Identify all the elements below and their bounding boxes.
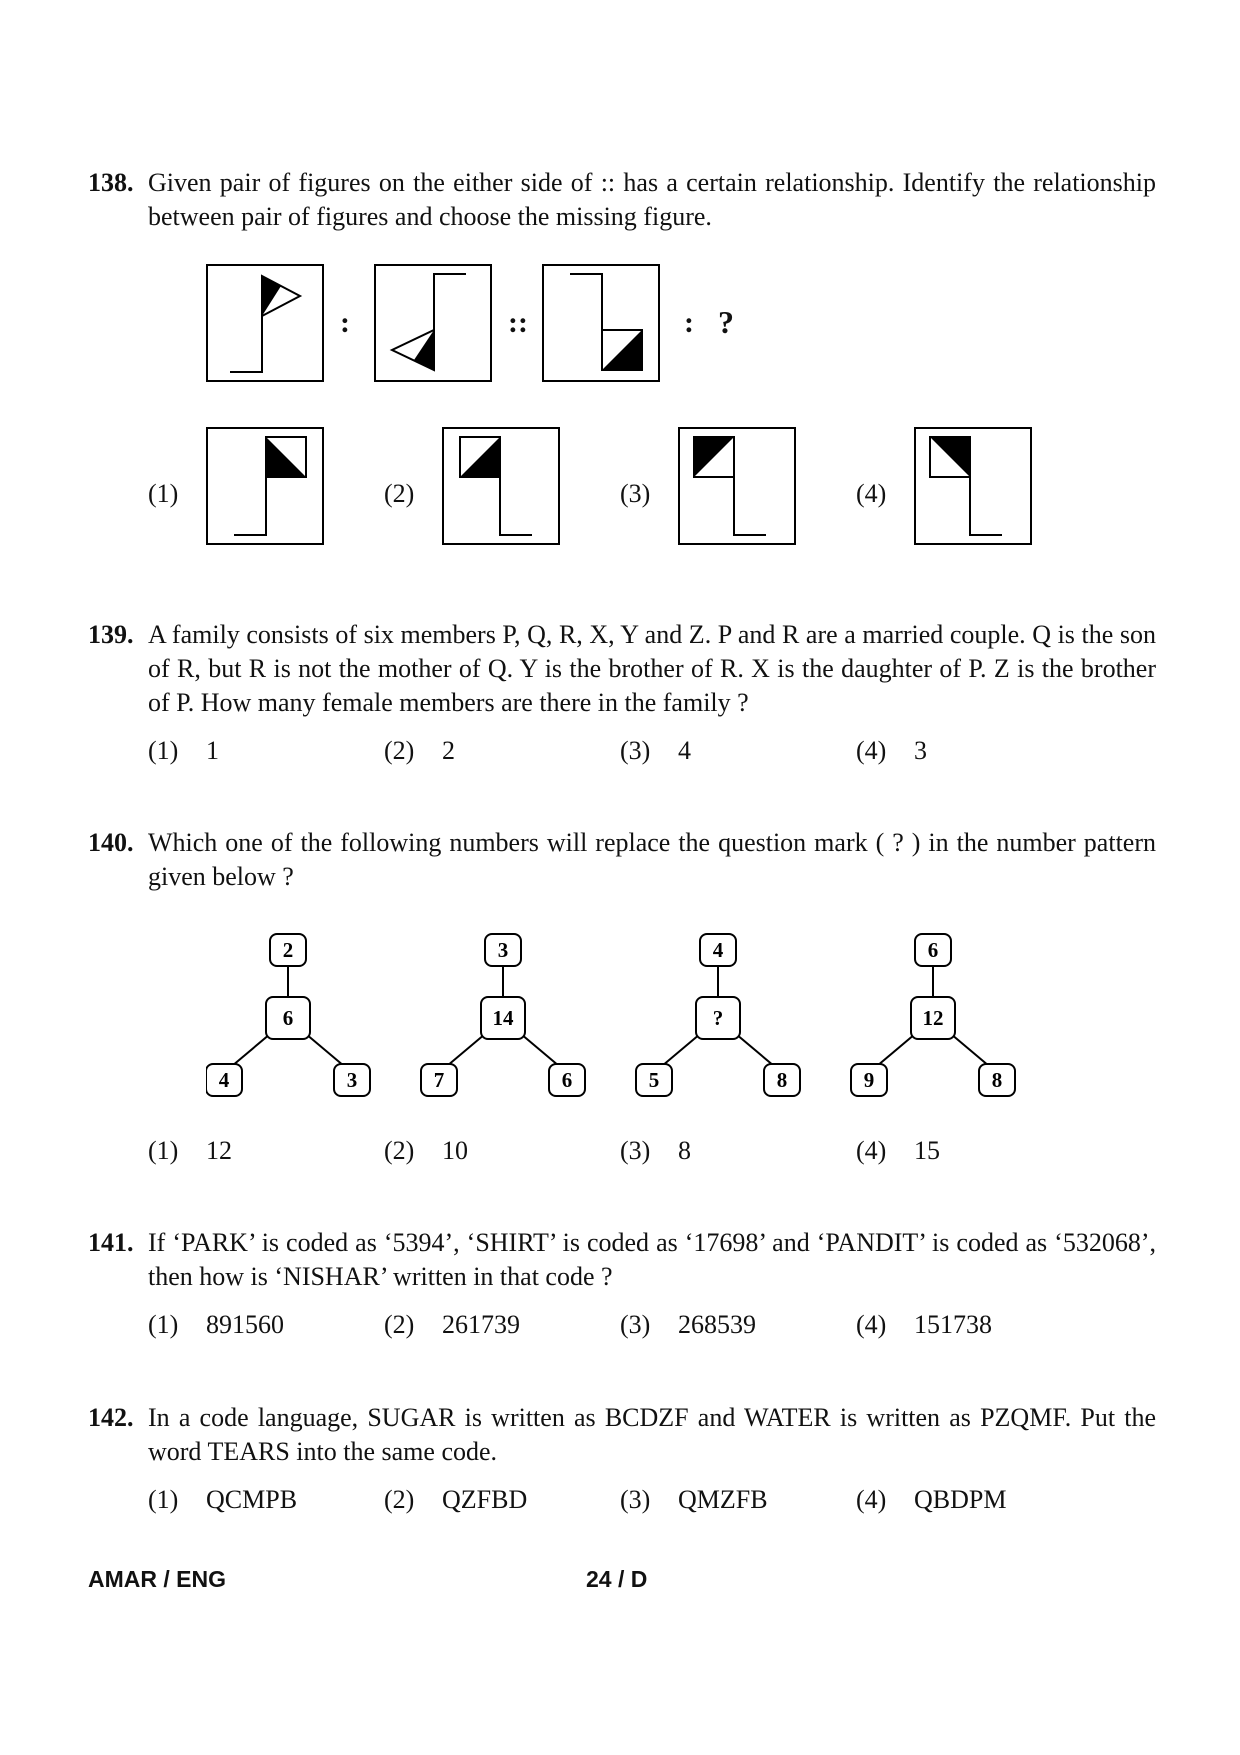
- problem-figure-1: [206, 264, 324, 382]
- svg-text:6: 6: [561, 1068, 573, 1092]
- ratio-separator: :: [340, 306, 350, 339]
- question-141: [88, 1226, 1156, 1294]
- number-pattern-2: [421, 934, 585, 1096]
- svg-text:12: 12: [922, 1006, 944, 1030]
- answer-figure-3[interactable]: [678, 427, 796, 545]
- problem-figure-2: [374, 264, 492, 382]
- option-2[interactable]: (2) 10: [384, 1136, 468, 1165]
- svg-text:?: ?: [712, 1006, 724, 1030]
- number-pattern-1: [206, 934, 370, 1096]
- svg-text:2: 2: [282, 938, 294, 962]
- footer-page-number: 24 / D: [586, 1566, 648, 1592]
- left-node: [636, 1064, 672, 1096]
- option-label-1[interactable]: (1): [148, 479, 179, 508]
- footer-series-code: AMAR / ENG: [88, 1566, 226, 1592]
- left-node: [421, 1064, 457, 1096]
- svg-text:14: 14: [492, 1006, 514, 1030]
- svg-text:8: 8: [776, 1068, 788, 1092]
- svg-text:4: 4: [218, 1068, 230, 1092]
- left-node: [206, 1064, 242, 1096]
- option-3[interactable]: (3) QMZFB: [620, 1485, 768, 1514]
- question-number: 140.: [88, 828, 134, 857]
- question-142: [88, 1401, 1156, 1469]
- center-node: [696, 997, 740, 1039]
- option-3[interactable]: (3) 268539: [620, 1310, 756, 1339]
- option-1[interactable]: (1) 1: [148, 736, 219, 765]
- question-text: In a code language, SUGAR is written as BCDZF and WATER is written as PZQMF. Put the word TEARS into the same code.: [148, 1403, 1156, 1466]
- svg-text:3: 3: [346, 1068, 358, 1092]
- question-number: 138.: [88, 168, 134, 197]
- option-4[interactable]: (4) 151738: [856, 1310, 992, 1339]
- option-4[interactable]: (4) 3: [856, 736, 927, 765]
- question-number: 141.: [88, 1228, 134, 1257]
- question-140: [88, 826, 1156, 894]
- svg-text:3: 3: [497, 938, 509, 962]
- question-number: 139.: [88, 620, 134, 649]
- option-4[interactable]: (4) 15: [856, 1136, 940, 1165]
- right-node: [979, 1064, 1015, 1096]
- connector-line: [521, 1034, 559, 1066]
- svg-text:4: 4: [712, 938, 724, 962]
- answer-figure-1[interactable]: [206, 427, 324, 545]
- right-node: [334, 1064, 370, 1096]
- center-node: [266, 997, 310, 1039]
- question-text: Which one of the following numbers will replace the question mark ( ? ) in the number pattern given below ?: [148, 828, 1156, 891]
- option-4[interactable]: (4) QBDPM: [856, 1485, 1007, 1514]
- option-1[interactable]: (1) QCMPB: [148, 1485, 298, 1514]
- ratio-separator-2: :: [684, 306, 694, 339]
- analogy-separator: ::: [508, 306, 528, 339]
- connector-line: [951, 1034, 989, 1066]
- svg-text:5: 5: [648, 1068, 660, 1092]
- number-pattern-figures: [206, 932, 1032, 1104]
- top-node: [915, 934, 951, 966]
- option-3[interactable]: (3) 4: [620, 736, 691, 765]
- connector-line: [662, 1034, 700, 1066]
- option-label-4[interactable]: (4): [856, 479, 887, 508]
- option-2[interactable]: (2) 2: [384, 736, 455, 765]
- center-node: [911, 997, 955, 1039]
- right-node: [764, 1064, 800, 1096]
- option-2[interactable]: (2) QZFBD: [384, 1485, 528, 1514]
- option-label-3[interactable]: (3): [620, 479, 651, 508]
- option-3[interactable]: (3) 8: [620, 1136, 691, 1165]
- option-1[interactable]: (1) 891560: [148, 1310, 284, 1339]
- question-139: [88, 618, 1156, 720]
- svg-text:8: 8: [991, 1068, 1003, 1092]
- svg-text:6: 6: [282, 1006, 294, 1030]
- top-node: [700, 934, 736, 966]
- question-text: A family consists of six members P, Q, R, X, Y and Z. P and R are a married couple. Q is the son of R, but R is not the mother of Q. Y is the brother of R. X is the daughter of P. Z is the brother of P. How many female members are there in the family ?: [148, 620, 1156, 717]
- connector-line: [736, 1034, 774, 1066]
- question-number: 142.: [88, 1403, 134, 1432]
- answer-figure-2[interactable]: [442, 427, 560, 545]
- number-pattern-3: [636, 934, 800, 1096]
- problem-figure-3: [542, 264, 660, 382]
- center-node: [481, 997, 525, 1039]
- answer-figure-4[interactable]: [914, 427, 1032, 545]
- missing-figure-mark: ?: [718, 304, 734, 340]
- option-label-2[interactable]: (2): [384, 479, 415, 508]
- right-node: [549, 1064, 585, 1096]
- option-1[interactable]: (1) 12: [148, 1136, 232, 1165]
- question-text: Given pair of figures on the either side of :: has a certain relationship. Identify the relationship between pair of figures and choose the missing figure.: [148, 168, 1156, 231]
- connector-line: [447, 1034, 485, 1066]
- top-node: [270, 934, 306, 966]
- top-node: [485, 934, 521, 966]
- svg-text:6: 6: [927, 938, 939, 962]
- question-138: [88, 166, 1156, 234]
- svg-text:9: 9: [863, 1068, 875, 1092]
- question-text: If ‘PARK’ is coded as ‘5394’, ‘SHIRT’ is coded as ‘17698’ and ‘PANDIT’ is coded as ‘532068’, then how is ‘NISHAR’ written in that code ?: [148, 1228, 1156, 1291]
- option-2[interactable]: (2) 261739: [384, 1310, 520, 1339]
- svg-text:7: 7: [433, 1068, 445, 1092]
- connector-line: [877, 1034, 915, 1066]
- connector-line: [306, 1034, 344, 1066]
- number-patterns: [206, 932, 1032, 1104]
- connector-line: [232, 1034, 270, 1066]
- left-node: [851, 1064, 887, 1096]
- number-pattern-4: [851, 934, 1015, 1096]
